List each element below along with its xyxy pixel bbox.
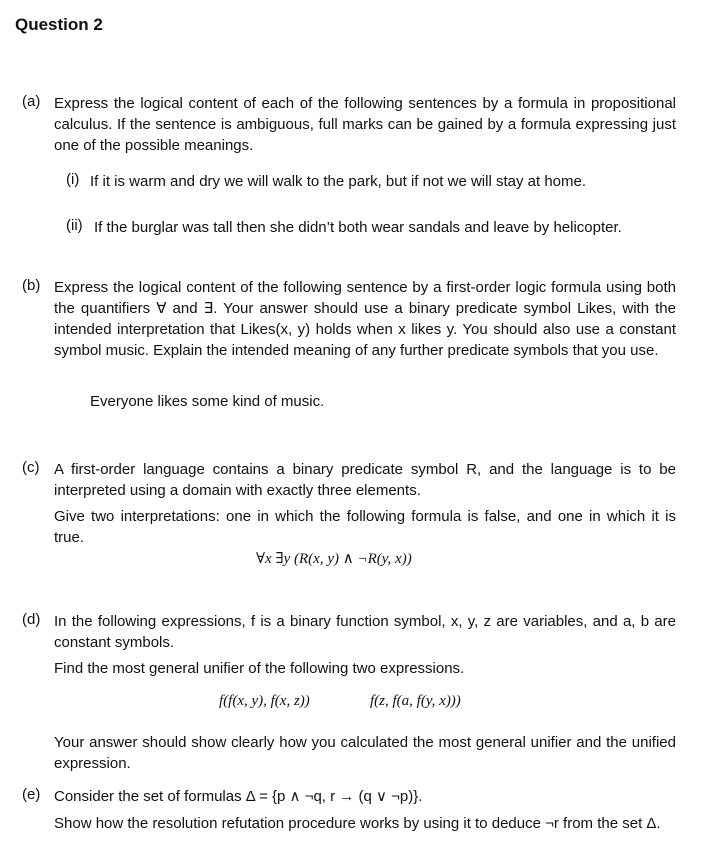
part-c-label: (c) (22, 459, 40, 476)
part-b-text: Express the logical content of the following sentence by a first-order logic formula using both the quantifiers ∀ and ∃. Your answer should use a binary predicate symbol Likes, with the intended interpretation that Likes(x, y) holds when x likes y. You should also use a constant symbol music. Explain the intended meaning of any further predicate symbols that you use. (54, 279, 676, 359)
part-d-text1: In the following expressions, f is a binary function symbol, x, y, z are variables, and a, b are constant symbols. (54, 613, 676, 651)
part-d-text2: Find the most general unifier of the following two expressions. (54, 660, 465, 677)
part-d-label: (d) (22, 611, 41, 628)
part-a-label: (a) (22, 93, 41, 110)
question-title: Question 2 (15, 15, 103, 34)
part-a-ii-text: If the burglar was tall then she didn’t both wear sandals and leave by helicopter. (94, 219, 622, 236)
part-d-text3: Your answer should show clearly how you calculated the most general unifier and the unified expression. (54, 734, 676, 772)
part-a-intro: Express the logical content of each of the following sentences by a formula in propositional calculus. If the sentence is ambiguous, full marks can be gained by a formula expressing just one of the possible meanings. (54, 95, 676, 154)
part-e-text1: Consider the set of formulas Δ = {p ∧ ¬q, r → (q ∨ ¬p)}. (54, 788, 423, 805)
part-b-sentence: Everyone likes some kind of music. (90, 393, 325, 410)
part-a-ii-label: (ii) (66, 217, 83, 234)
part-c-text1: A first-order language contains a binary predicate symbol R, and the language is to be interpreted using a domain with exactly three elements. (54, 461, 676, 499)
part-b-label: (b) (22, 277, 41, 294)
part-c-formula: ∀x ∃y (R(x, y) ∧ ¬R(y, x)) (256, 551, 412, 567)
part-c-text2: Give two interpretations: one in which the following formula is false, and one in which it is true. (54, 508, 676, 546)
part-d-expr2: f(z, f(a, f(y, x))) (370, 693, 461, 709)
part-a-i-text: If it is warm and dry we will walk to the park, but if not we will stay at home. (90, 173, 587, 190)
part-a-i-label: (i) (66, 171, 80, 188)
part-d-expr1: f(f(x, y), f(x, z)) (219, 693, 310, 709)
part-e-text2: Show how the resolution refutation procedure works by using it to deduce ¬r from the set Δ. (54, 815, 661, 832)
part-e-label: (e) (22, 786, 41, 803)
